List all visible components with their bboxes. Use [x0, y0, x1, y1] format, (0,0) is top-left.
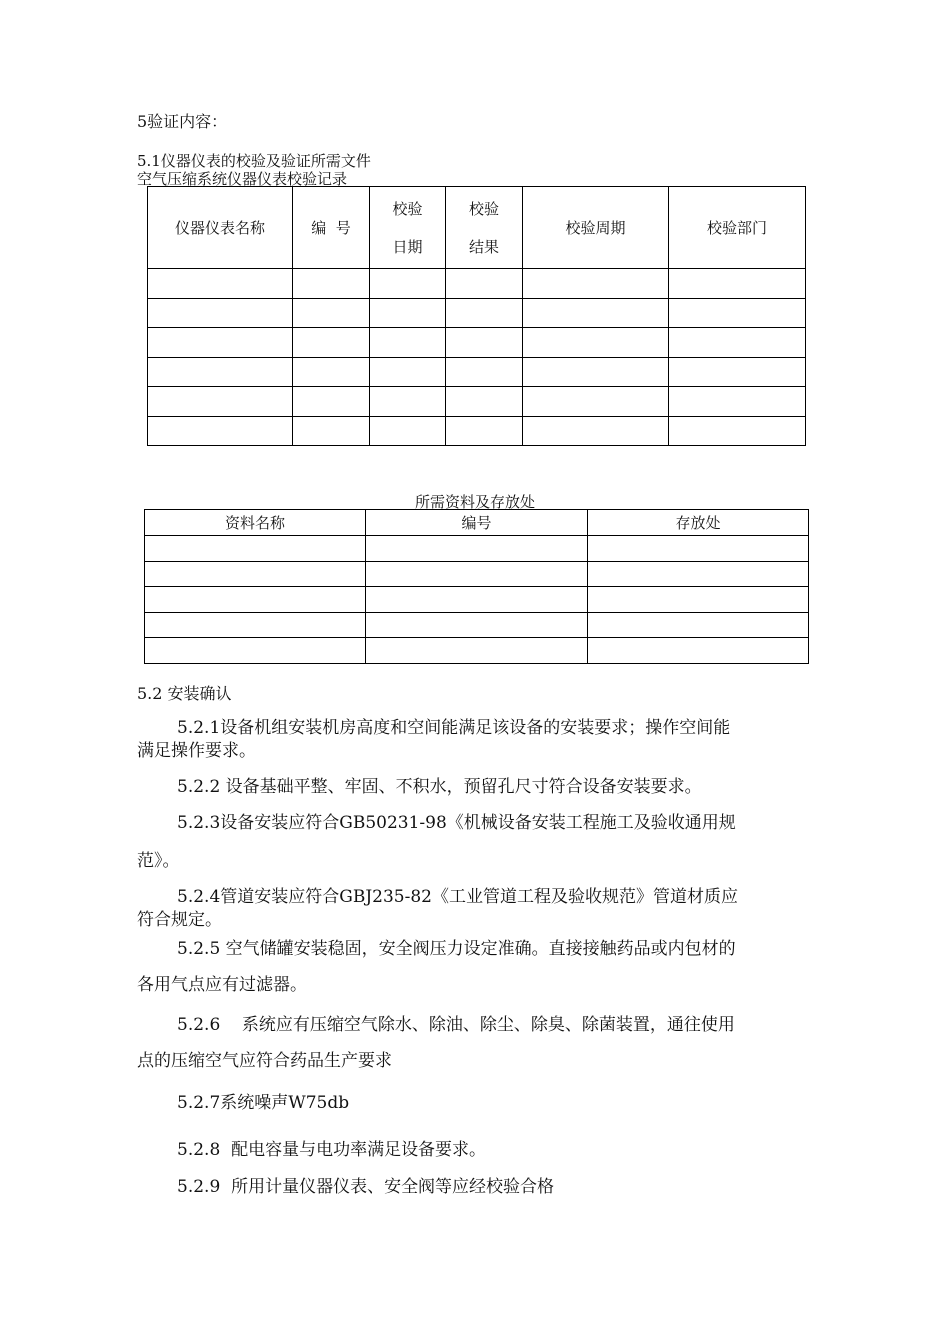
item-5-2-9: 5.2.9 所用计量仪器仪表、安全阀等应经校验合格	[177, 1177, 555, 1197]
table-row	[148, 416, 806, 446]
item-5-2-5-line2: 各用气点应有过滤器。	[137, 975, 307, 995]
col-header-storage-location: 存放处	[588, 510, 809, 536]
table-row	[148, 357, 806, 387]
table-row	[145, 612, 809, 638]
item-5-2-1-line2: 满足操作要求。	[137, 741, 256, 761]
item-5-2-6-line2: 点的压缩空气应符合药品生产要求	[137, 1051, 392, 1071]
col-header-calibration-cycle: 校验周期	[523, 187, 669, 269]
col-header-instrument-name: 仪器仪表名称	[148, 187, 293, 269]
col-header-calibration-dept: 校验部门	[669, 187, 806, 269]
col-header-document-name: 资料名称	[145, 510, 366, 536]
documents-storage-table	[144, 509, 809, 664]
section-title: 5验证内容：	[137, 112, 228, 131]
item-5-2-1-line1: 5.2.1设备机组安装机房高度和空间能满足该设备的安装要求；操作空间能	[177, 718, 731, 738]
table-row	[145, 638, 809, 664]
item-5-2-6-line1: 5.2.6 系统应有压缩空气除水、除油、除尘、除臭、除菌装置，通往使用	[177, 1015, 735, 1035]
item-5-2-4-line1: 5.2.4管道安装应符合GBJ235-82《工业管道工程及验收规范》管道材质应	[177, 887, 738, 907]
table-row	[148, 269, 806, 299]
item-5-2-3-line1: 5.2.3设备安装应符合GB50231-98《机械设备安装工程施工及验收通用规	[177, 813, 736, 833]
table-header-row	[145, 510, 809, 536]
table2-caption: 所需资料及存放处	[414, 493, 535, 511]
item-5-2-4-line2: 符合规定。	[137, 910, 222, 930]
calibration-record-table	[147, 186, 806, 446]
item-5-2-2: 5.2.2 设备基础平整、牢固、不积水，预留孔尺寸符合设备安装要求。	[177, 777, 702, 797]
item-5-2-5-line1: 5.2.5 空气储罐安装稳固，安全阀压力设定准确。直接接触药品或内包材的	[177, 939, 736, 959]
table-header-row	[148, 187, 806, 269]
col-header-calibration-date: 校验日期	[370, 187, 446, 269]
table-row	[148, 387, 806, 417]
item-5-2-7: 5.2.7系统噪声W75db	[177, 1093, 350, 1113]
col-header-number: 编 号	[293, 187, 370, 269]
item-5-2-8: 5.2.8 配电容量与电功率满足设备要求。	[177, 1140, 487, 1160]
item-5-2-3-line2: 范》。	[137, 851, 180, 871]
table1-caption: 空气压缩系统仪器仪表校验记录	[137, 170, 348, 188]
col-header-doc-number: 编号	[366, 510, 588, 536]
table-row	[145, 561, 809, 587]
table-row	[148, 298, 806, 328]
table-row	[148, 328, 806, 358]
col-header-calibration-result: 校验结果	[446, 187, 523, 269]
subsection-5-1-title: 5.1仪器仪表的校验及验证所需文件	[137, 152, 371, 170]
table-row	[145, 536, 809, 562]
subsection-5-2-title: 5.2 安装确认	[137, 684, 232, 703]
table-row	[145, 587, 809, 613]
